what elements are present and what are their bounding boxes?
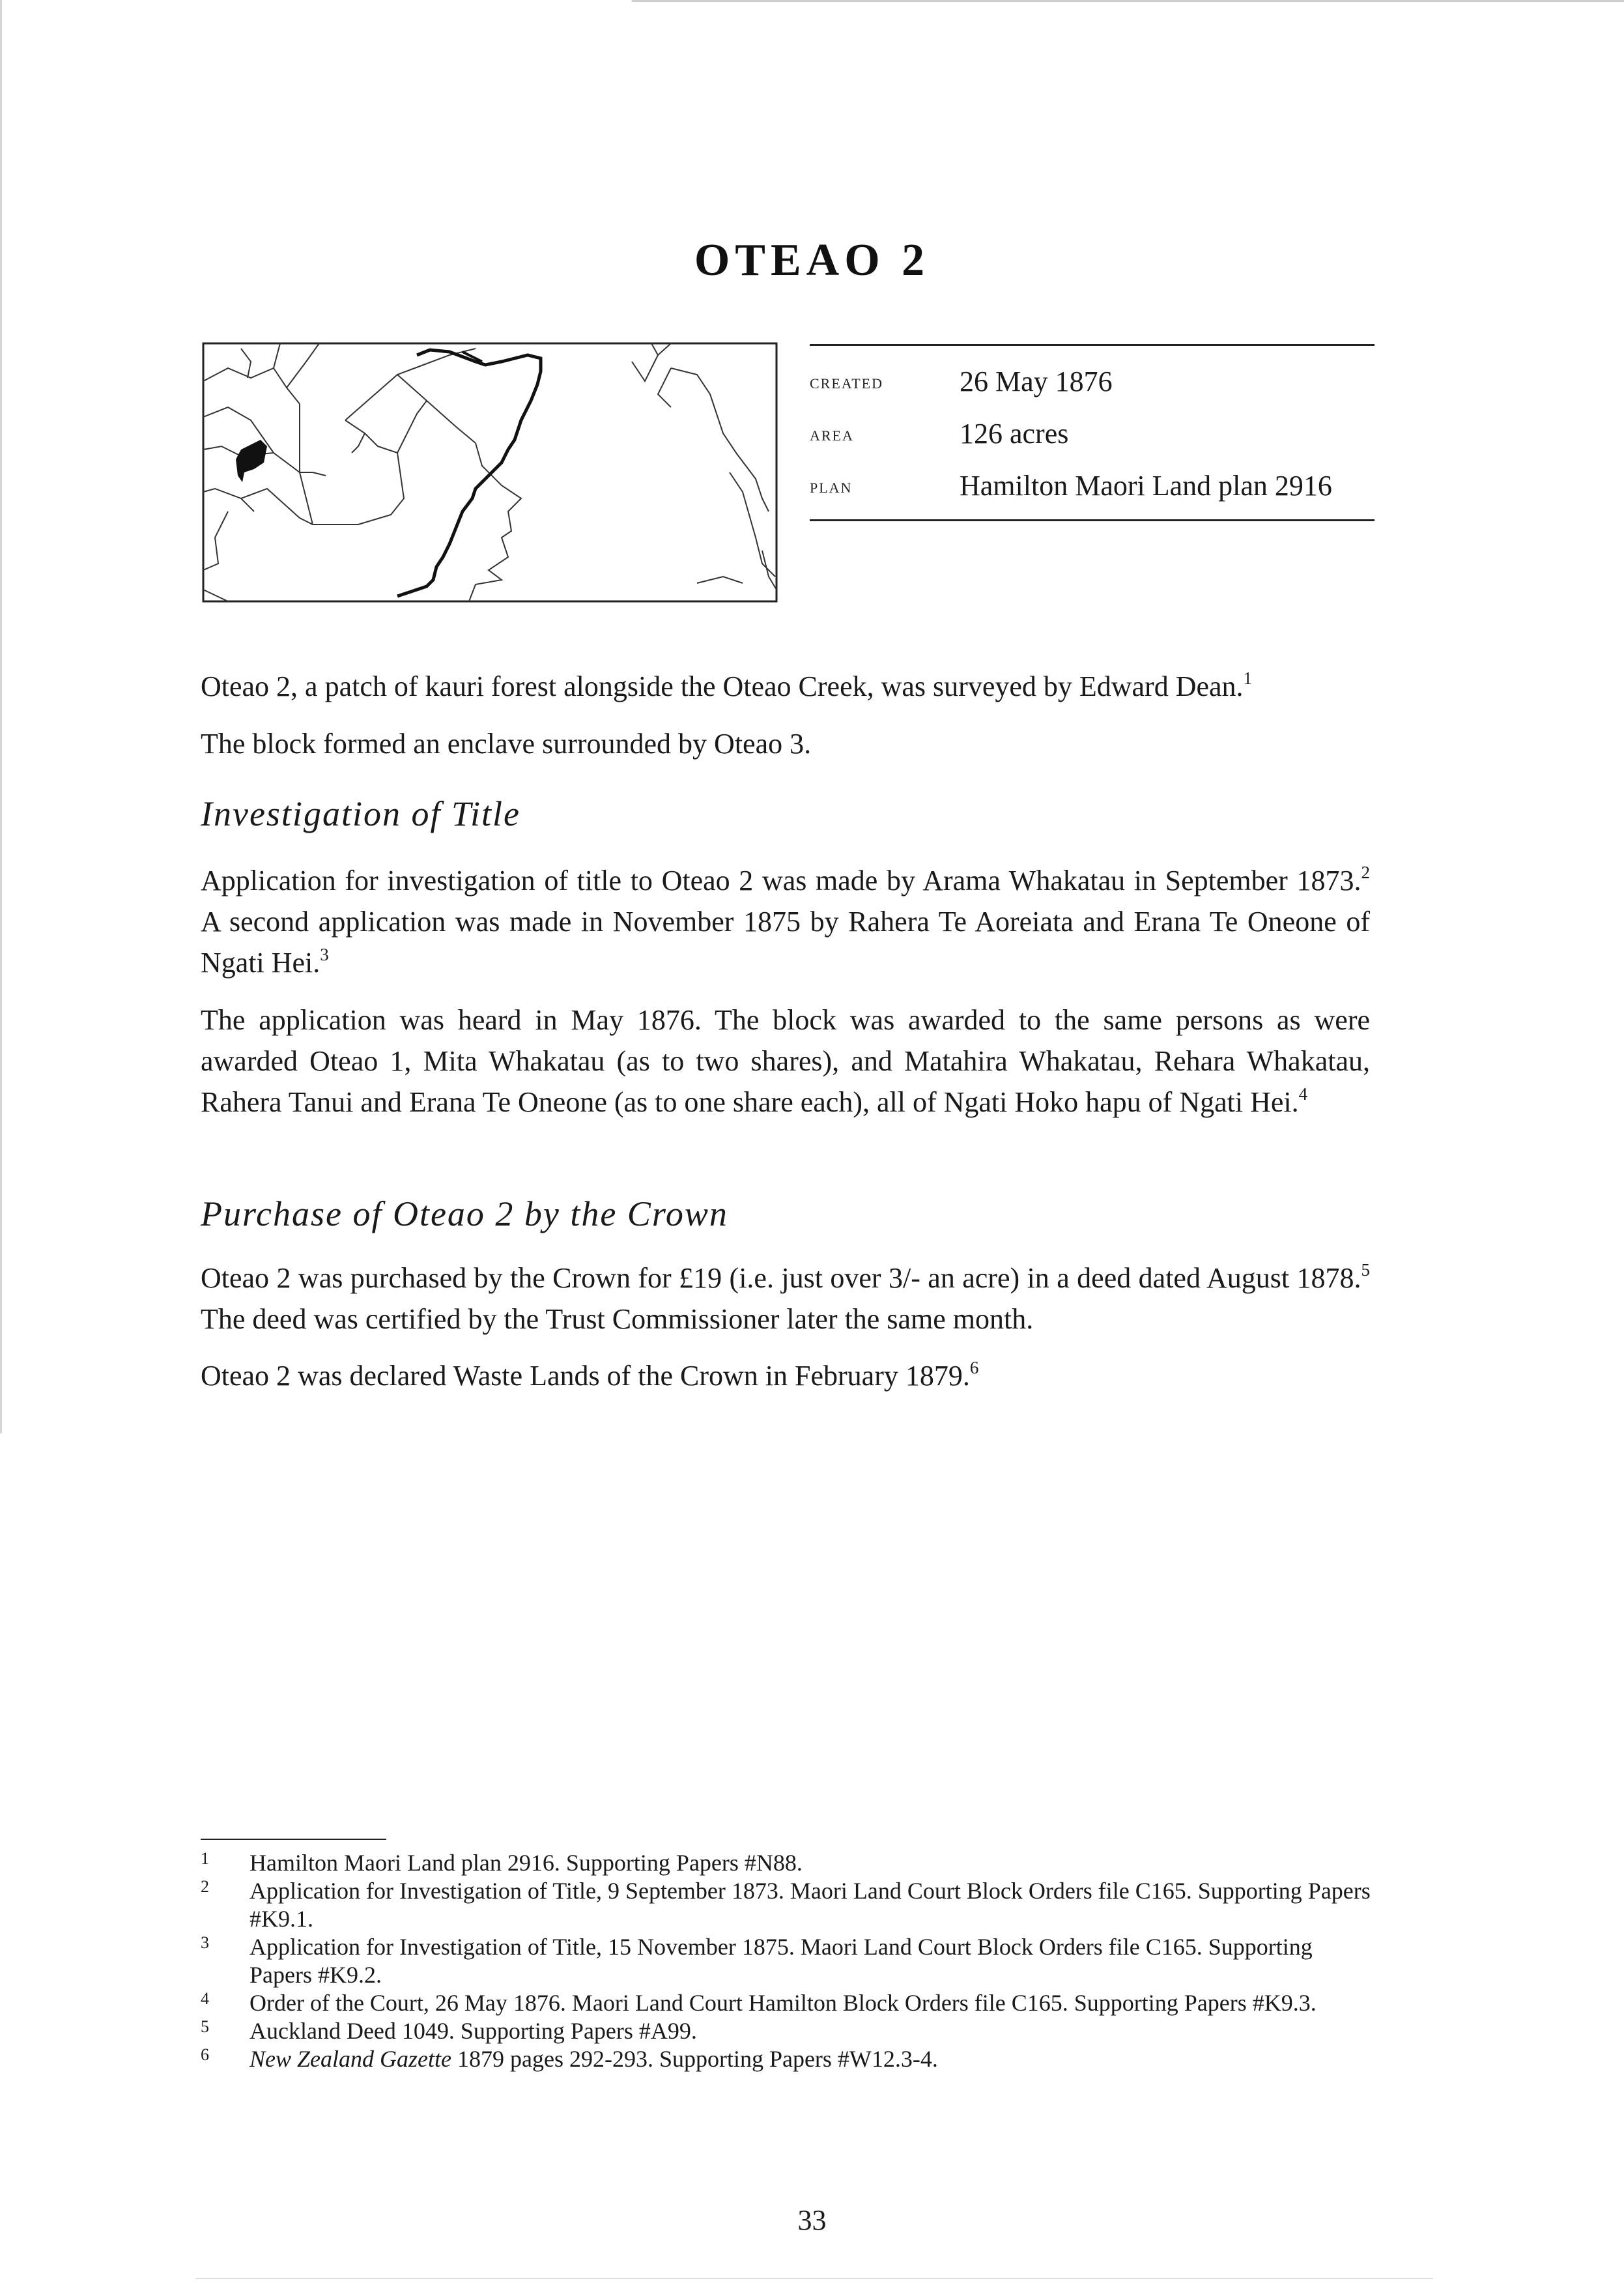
investigation-text-2: The application was heard in May 1876. The block was awarded to the same persons as were awarded Oteao 1, Mita Whakatau (as to two shares), and Matahira Whakatau, Rehara Whakatau, Rahera Tanui and Erana Te Oneone (as to one share each), all of Ngati Hoko hapu of Ngati Hei.	[201, 1004, 1370, 1118]
created-label: created	[810, 369, 883, 393]
investigation-paragraph-1	[201, 860, 1370, 983]
details-table	[810, 355, 1375, 511]
area-value: 126 acres	[960, 417, 1069, 450]
footnote-1	[201, 1849, 1373, 1877]
purchase-text-1a: Oteao 2 was purchased by the Crown for £19 (i.e. just over 3/- an acre) in a deed dated August 1878.	[201, 1262, 1361, 1294]
scan-edge-left	[0, 0, 2, 1433]
footnote-ref-1: 1	[1243, 668, 1253, 688]
intro-text-1: Oteao 2, a patch of kauri forest alongside the Oteao Creek, was surveyed by Edward Dean.	[201, 670, 1244, 702]
intro-text-2: The block formed an enclave surrounded by Oteao 3.	[201, 728, 812, 760]
footnote-ref-5: 5	[1361, 1260, 1370, 1280]
footnote-3	[201, 1933, 1373, 1989]
footnote-ref-6: 6	[969, 1358, 979, 1377]
footnote-number: 1	[201, 1849, 209, 1868]
location-map	[202, 342, 778, 603]
footnote-number: 4	[201, 1989, 209, 2008]
footnote-number: 5	[201, 2017, 209, 2036]
purchase-text-1b: The deed was certified by the Trust Commissioner later the same month.	[201, 1303, 1034, 1335]
footnote-4	[201, 1989, 1373, 2017]
details-top-rule	[810, 344, 1375, 346]
gazette-title: New Zealand Gazette	[249, 2046, 451, 2072]
footnote-2	[201, 1877, 1373, 1933]
purchase-heading: Purchase of Oteao 2 by the Crown	[201, 1194, 728, 1233]
details-bottom-rule	[810, 519, 1375, 521]
investigation-paragraph-2	[201, 999, 1370, 1123]
page-title: OTEAO 2	[694, 235, 930, 285]
investigation-text-1a: Application for investigation of title to Oteao 2 was made by Arama Whakatau in September 1873.	[201, 865, 1361, 897]
created-value: 26 May 1876	[960, 365, 1113, 397]
footnote-ref-2: 2	[1361, 863, 1370, 882]
scan-edge-top	[632, 0, 1624, 2]
footnote-number: 6	[201, 2045, 209, 2064]
investigation-text-1b: A second application was made in November 1875 by Rahera Te Aoreiata and Erana Te Oneone of Ngati Hei.	[201, 906, 1370, 979]
block-details	[810, 344, 1375, 521]
intro-paragraph-1	[201, 666, 1370, 707]
intro-paragraph-2	[201, 723, 1370, 764]
footnote-6	[201, 2045, 1373, 2073]
area-row	[810, 407, 1375, 459]
footnote-text: Order of the Court, 26 May 1876. Maori Land Court Hamilton Block Orders file C165. Supporting Papers #K9.3.	[249, 1990, 1317, 2016]
investigation-heading: Investigation of Title	[201, 794, 520, 833]
footnote-text: Hamilton Maori Land plan 2916. Supporting Papers #N88.	[249, 1850, 803, 1876]
footnote-text: Application for Investigation of Title, 15 November 1875. Maori Land Court Block Orders file C165. Supporting Papers #K9.2.	[249, 1934, 1313, 1988]
plan-value: Hamilton Maori Land plan 2916	[960, 469, 1332, 502]
footnote-number: 2	[201, 1877, 209, 1896]
purchase-paragraph-1	[201, 1257, 1370, 1340]
purchase-paragraph-2	[201, 1355, 1370, 1396]
footnote-text-rest: 1879 pages 292-293. Supporting Papers #W12.3-4.	[451, 2046, 938, 2072]
plan-label: plan	[810, 473, 853, 497]
footnote-number: 3	[201, 1933, 209, 1952]
purchase-text-2: Oteao 2 was declared Waste Lands of the Crown in February 1879.	[201, 1360, 970, 1392]
scan-edge-bottom	[195, 2278, 1433, 2279]
footnotes	[201, 1849, 1373, 2073]
footnote-ref-4: 4	[1298, 1084, 1308, 1104]
plan-row	[810, 459, 1375, 511]
page-number: 33	[797, 2204, 827, 2236]
created-row	[810, 355, 1375, 407]
footnote-5	[201, 2017, 1373, 2045]
footnote-text: Application for Investigation of Title, 9 September 1873. Maori Land Court Block Orders file C165. Supporting Papers #K9.1.	[249, 1878, 1371, 1932]
area-label: area	[810, 421, 854, 445]
footnote-text	[249, 2045, 1373, 2073]
footnote-text: Auckland Deed 1049. Supporting Papers #A99.	[249, 2018, 697, 2044]
footnote-rule	[201, 1839, 386, 1840]
footnote-ref-3: 3	[320, 945, 329, 964]
